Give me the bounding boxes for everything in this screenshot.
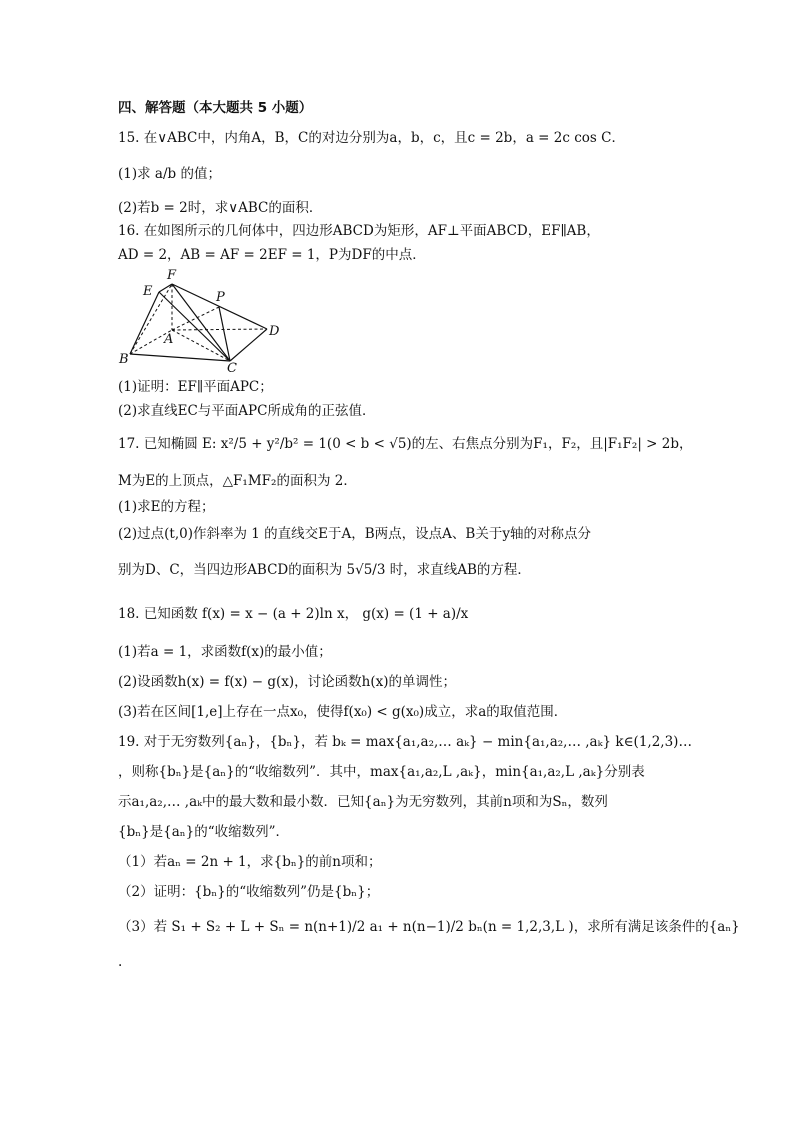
q15-part1: (1)求 a/b 的值； (118, 166, 221, 182)
q18-part1: (1)若a = 1，求函数f(x)的最小值； (118, 644, 332, 660)
q19-part3: （3）若 S₁ + S₂ + L + Sₙ = n(n+1)/2 a₁ + n(n−1)/2 bₙ(n = 1,2,3,L )，求所有满足该条件的{aₙ} (118, 919, 740, 935)
label-B: B (119, 352, 129, 367)
geometry-figure (112, 266, 292, 372)
edge-AP (172, 307, 219, 330)
q19-stem-3: 示a₁,a₂,… ,aₖ中的最大数和最小数．已知{aₙ}为无穷数列，其前n项和为Sₙ，数列 (118, 794, 608, 810)
edge-CD (230, 329, 267, 361)
q17-stem-2: M为E的上顶点，△F₁MF₂的面积为 2． (118, 473, 357, 489)
q19-stem-4: {bₙ}是{aₙ}的“收缩数列”． (118, 824, 290, 840)
q19-tail: . (118, 954, 123, 970)
q16-stem-2: AD = 2，AB = AF = 2EF = 1，P为DF的中点． (118, 247, 426, 263)
q16-stem-1: 16. 在如图所示的几何体中，四边形ABCD为矩形，AF⊥平面ABCD，EF∥AB， (118, 223, 600, 239)
q15-stem: 15. 在∨ABC中，内角A，B，C的对边分别为a，b，c，且c = 2b，a = 2c cos C． (118, 130, 625, 146)
q17-part2-b: 别为D、C，当四边形ABCD的面积为 5√5/3 时，求直线AB的方程． (118, 562, 531, 578)
q19-stem-2: ，则称{bₙ}是{aₙ}的“收缩数列”．其中，max{a₁,a₂,L ,aₖ}，min{a₁,a₂,L ,aₖ}分别表 (118, 764, 645, 780)
edge-EB (130, 292, 159, 354)
q16-part2: (2)求直线EC与平面APC所成角的正弦值． (118, 403, 376, 419)
label-C: C (227, 361, 237, 372)
label-E: E (143, 284, 153, 299)
label-F: F (167, 268, 177, 283)
q16-part1: (1)证明：EF∥平面APC； (118, 379, 273, 395)
label-P: P (216, 290, 225, 305)
q17-part2-a: (2)过点(t,0)作斜率为 1 的直线交E于A，B两点，设点A、B关于y轴的对称点分 (118, 526, 591, 542)
section-heading: 四、解答题（本大题共 5 小题） (118, 100, 313, 116)
q18-part2: (2)设函数h(x) = f(x) − g(x)，讨论函数h(x)的单调性； (118, 674, 457, 690)
q15-part2: (2)若b = 2时，求∨ABC的面积． (118, 200, 323, 216)
q17-stem-1: 17. 已知椭圆 E: x²/5 + y²/b² = 1(0 < b < √5)的左、右焦点分别为F₁，F₂，且|F₁F₂| > 2b， (118, 436, 693, 452)
label-A: A (164, 332, 174, 347)
q19-stem-1: 19. 对于无穷数列{aₙ}，{bₙ}，若 bₖ = max{a₁,a₂,… aₖ} − min{a₁,a₂,… ,aₖ} k∈(1,2,3)… (118, 734, 692, 750)
edge-BC (130, 354, 230, 361)
q18-part3: (3)若在区间[1,e]上存在一点x₀，使得f(x₀) < g(x₀)成立，求a的取值范围． (118, 704, 568, 720)
q17-part1: (1)求E的方程； (118, 499, 215, 515)
edge-AC (172, 330, 230, 361)
q19-part2: （2）证明：{bₙ}的“收缩数列”仍是{bₙ}； (118, 884, 380, 900)
q18-stem: 18. 已知函数 f(x) = x − (a + 2)ln x， g(x) = (1 + a)/x (118, 606, 469, 622)
q19-part1: （1）若aₙ = 2n + 1，求{bₙ}的前n项和； (118, 854, 382, 870)
edge-AD (172, 329, 267, 330)
label-D: D (269, 324, 280, 339)
